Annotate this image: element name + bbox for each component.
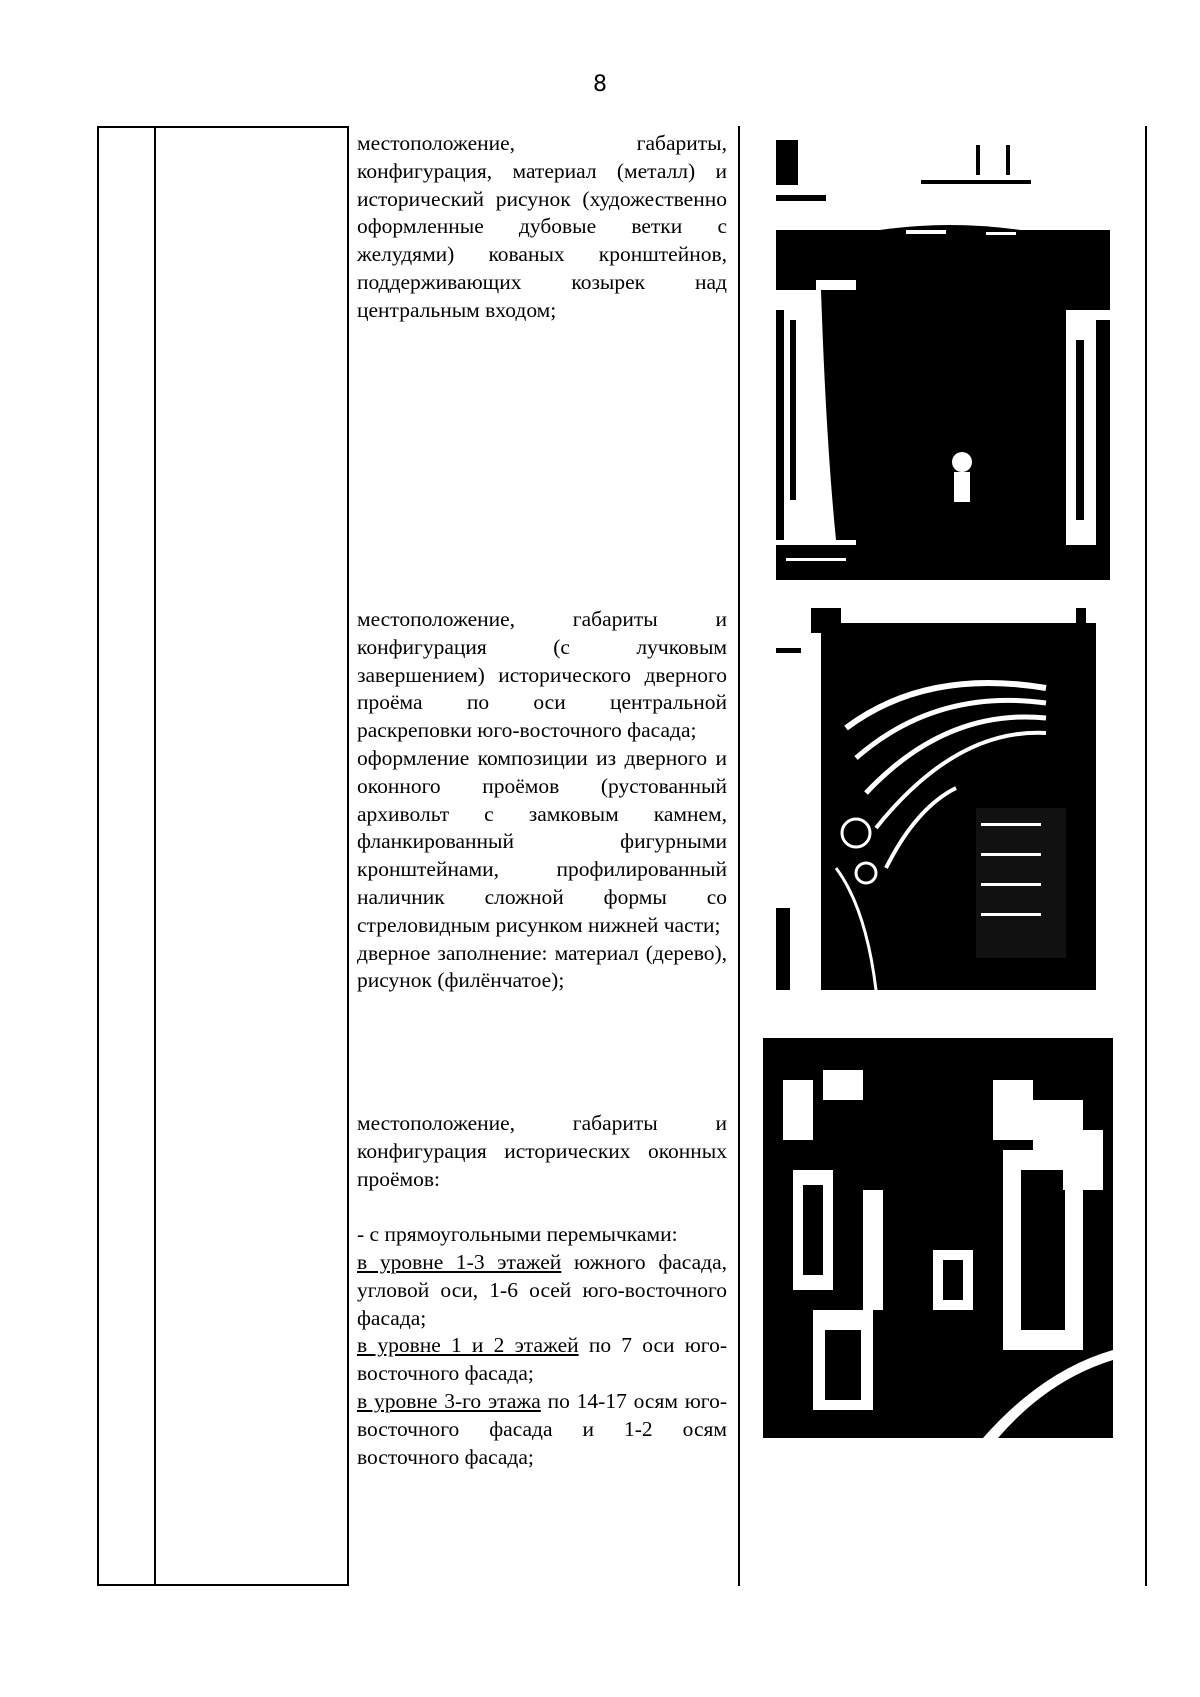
row-3-intro: местоположение, габариты и конфигурация исторических оконных проёмов: <box>357 1111 727 1191</box>
row-2-description <box>357 606 727 995</box>
row-3-item-3: в уровне 3-го этажа по 14-17 осям юго-восточного фасада и 1-2 осям восточного фасада; <box>357 1388 728 1469</box>
row-2-paragraph-3: дверное заполнение: материал (дерево), рисунок (филёнчатое); <box>357 940 727 993</box>
row-3-item-1: в уровне 1-3 этажей южного фасада, угловой оси, 1-6 осей юго-восточного фасада; <box>357 1249 727 1330</box>
bracket-canopy-photo <box>776 608 1110 990</box>
page-number: 8 <box>593 72 607 97</box>
facade-windows-photo <box>763 1010 1113 1438</box>
row-1-description <box>357 130 727 325</box>
row-3-description <box>357 1110 727 1471</box>
entrance-canopy-photo <box>776 140 1110 580</box>
row-3-list-header: - с прямоугольными перемычками: <box>357 1222 678 1247</box>
row-2-paragraph-2: оформление композиции из дверного и оконного проёмов (рустованный архивольт с замковым камнем, фланкированный фигурными кронштейнами, профилированный наличник сложной формы со стреловидным рисунком нижней части; <box>357 745 727 937</box>
row-2-paragraph-1: местоположение, габариты и конфигурация (с лучковым завершением) исторического дверного проёма по оси центральной раскреповки юго-восточного фасада; <box>357 607 727 743</box>
row-1-paragraph: местоположение, габариты, конфигурация, материал (металл) и исторический рисунок (художественно оформленные дубовые ветки с желудями) кованых кронштейнов, поддерживающих козырек над центральным входом; <box>357 131 727 322</box>
row-3-item-2: в уровне 1 и 2 этажей по 7 оси юго-восточного фасада; <box>357 1333 727 1386</box>
